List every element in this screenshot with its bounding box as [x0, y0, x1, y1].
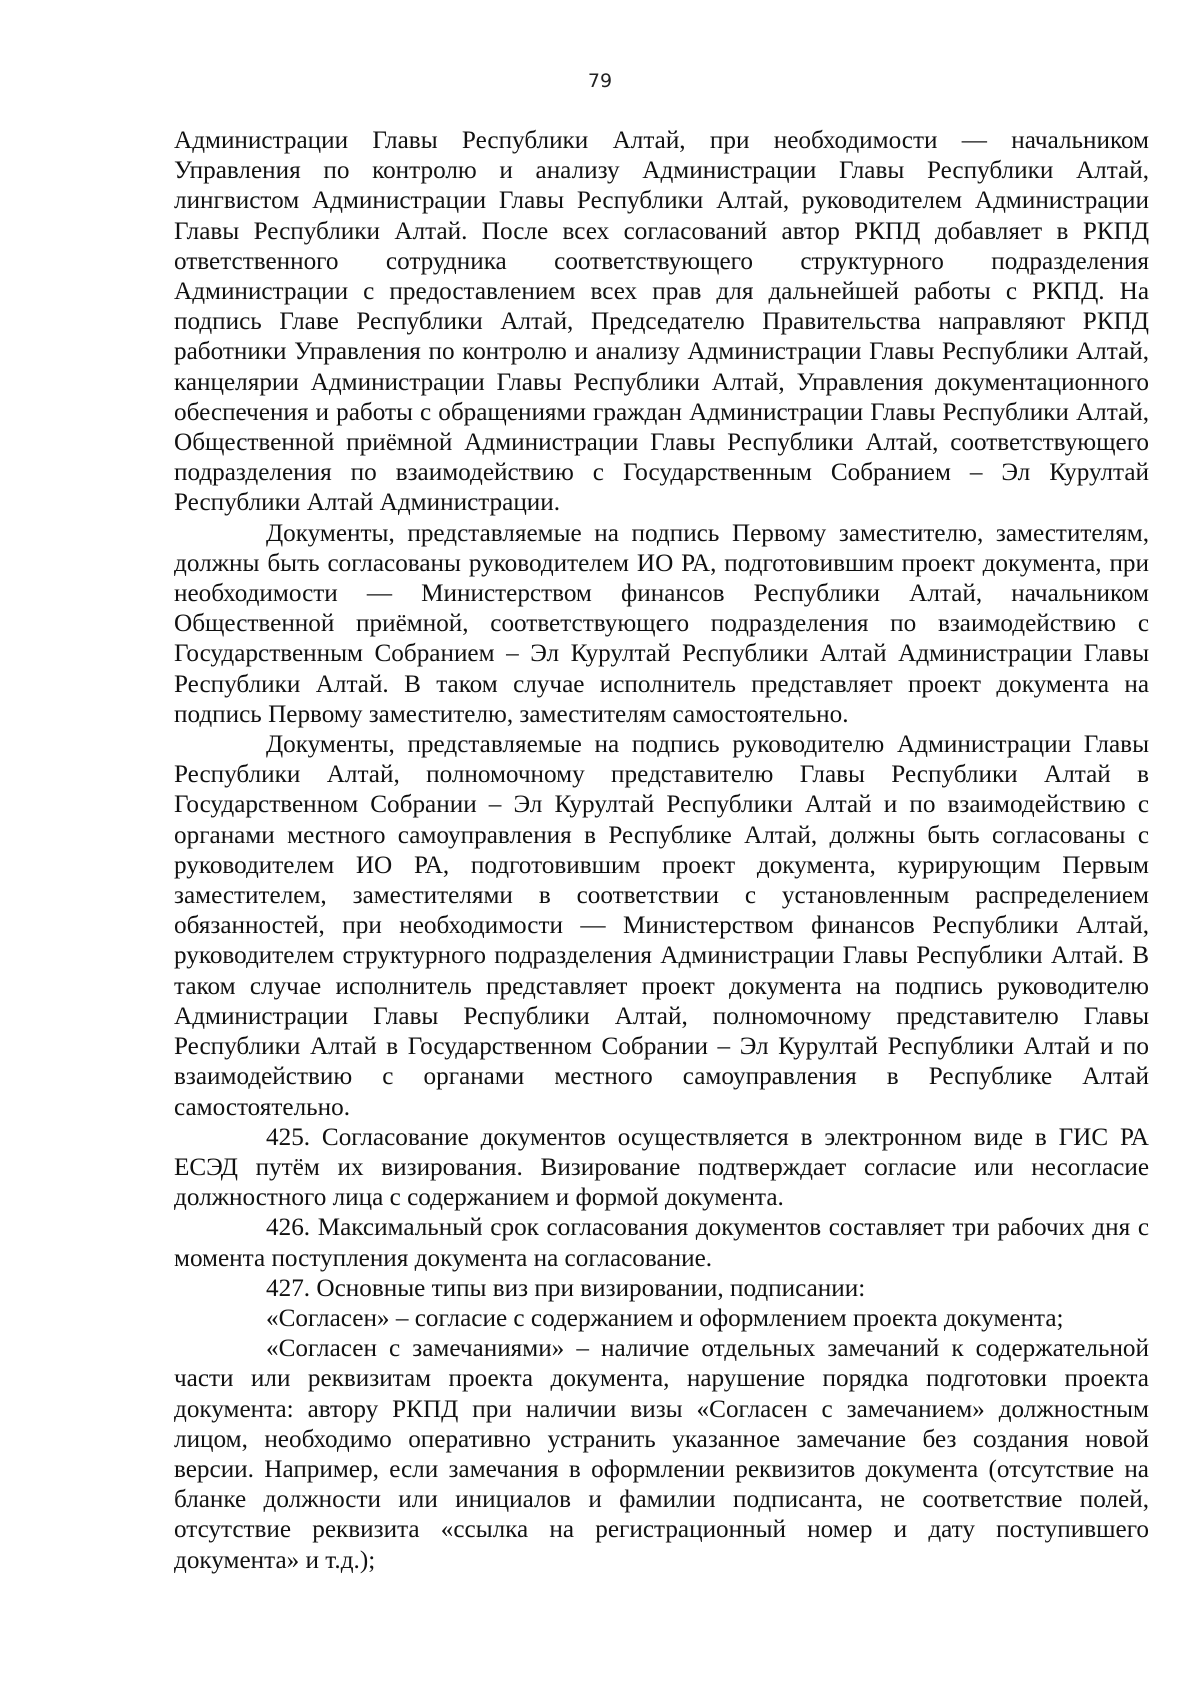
- page-number: 79: [587, 70, 613, 92]
- visa-type-agreed-with-remarks: «Согласен с замечаниями» – наличие отдельных замечаний к содержательной части или реквизитам проекта документа, нарушение порядка подготовки проекта документа: автору РКПД при наличии визы «Согласен с замечанием» должностным лицом, необходимо оперативно устранить указанное замечание без создания новой версии. Например, если замечания в оформлении реквизитов документа (отсутствие на бланке должности или инициалов и фамилии подписанта, не соответствие полей, отсутствие реквизита «ссылка на регистрационный номер и дату поступившего документа» и т.д.);: [174, 1335, 1149, 1574]
- paragraph-426: 426. Максимальный срок согласования документов составляет три рабочих дня с момента поступления документа на согласование.: [174, 1214, 1149, 1272]
- paragraph-1: Администрации Главы Республики Алтай, при необходимости — начальником Управления по контролю и анализу Администрации Главы Республики Алтай, лингвистом Администрации Главы Республики Алтай, руководителем Администрации Главы Республики Алтай. После всех согласований автор РКПД добавляет в РКПД ответственного сотрудника соответствующего структурного подразделения Администрации с предоставлением всех прав для дальнейшей работы с РКПД. На подпись Главе Республики Алтай, Председателю Правительства направляют РКПД работники Управления по контролю и анализу Администрации Главы Республики Алтай, канцелярии Администрации Главы Республики Алтай, Управления документационного обеспечения и работы с обращениями граждан Администрации Главы Республики Алтай, Общественной приёмной Администрации Главы Республики Алтай, соответствующего подразделения по взаимодействию с Государственным Собранием – Эл Курултай Республики Алтай Администрации.: [174, 127, 1149, 517]
- paragraph-427: 427. Основные типы виз при визировании, подписании:: [266, 1274, 866, 1302]
- paragraph-3: Документы, представляемые на подпись руководителю Администрации Главы Республики Алтай, полномочному представителю Главы Республики Алтай в Государственном Собрании – Эл Курултай Республики Алтай и по взаимодействию с органами местного самоуправления в Республике Алтай, должны быть согласованы с руководителем ИО РА, подготовившим проект документа, курирующим Первым заместителем, заместителями в соответствии с установленным распределением обязанностей, при необходимости — Министерством финансов Республики Алтай, руководителем структурного подразделения Администрации Главы Республики Алтай. В таком случае исполнитель представляет проект документа на подпись руководителю Администрации Главы Республики Алтай, полномочному представителю Главы Республики Алтай в Государственном Собрании – Эл Курултай Республики Алтай и по взаимодействию с органами местного самоуправления в Республике Алтай самостоятельно.: [174, 731, 1149, 1121]
- document-body: [174, 126, 1149, 1576]
- paragraph-2: Документы, представляемые на подпись Первому заместителю, заместителям, должны быть согласованы руководителем ИО РА, подготовившим проект документа, при необходимости — Министерством финансов Республики Алтай, начальником Общественной приёмной, соответствующего подразделения по взаимодействию с Государственным Собранием – Эл Курултай Республики Алтай Администрации Главы Республики Алтай. В таком случае исполнитель представляет проект документа на подпись Первому заместителю, заместителям самостоятельно.: [174, 519, 1149, 728]
- paragraph-425: 425. Согласование документов осуществляется в электронном виде в ГИС РА ЕСЭД путём их визирования. Визирование подтверждает согласие или несогласие должностного лица с содержанием и формой документа.: [174, 1123, 1149, 1212]
- visa-type-agreed: «Согласен» – согласие с содержанием и оформлением проекта документа;: [266, 1304, 1064, 1332]
